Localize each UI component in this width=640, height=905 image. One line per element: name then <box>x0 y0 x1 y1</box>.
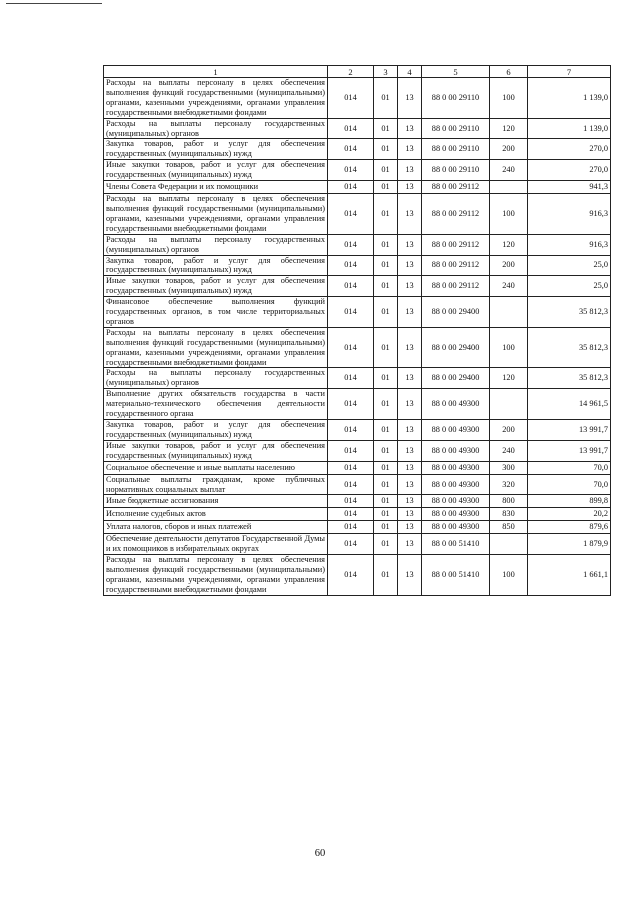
table-row <box>104 368 611 389</box>
cell-amount: 70,0 <box>528 474 611 495</box>
row-description: Расходы на выплаты персоналу государственных (муниципальных) органов <box>104 118 328 139</box>
cell-expense-type: 100 <box>490 194 528 235</box>
cell-expense-type: 120 <box>490 234 528 255</box>
cell-expense-type: 200 <box>490 139 528 160</box>
cell-ministry-code: 014 <box>328 255 374 276</box>
cell-section: 01 <box>374 255 398 276</box>
cell-ministry-code: 014 <box>328 440 374 461</box>
row-description: Иные бюджетные ассигнования <box>104 495 328 508</box>
cell-subsection: 13 <box>398 368 422 389</box>
cell-target-article: 88 0 00 29112 <box>422 276 490 297</box>
cell-section: 01 <box>374 160 398 181</box>
row-description: Закупка товаров, работ и услуг для обеспечения государственных (муниципальных) нужд <box>104 139 328 160</box>
column-header-5: 5 <box>422 66 490 78</box>
cell-amount: 270,0 <box>528 139 611 160</box>
row-description: Расходы на выплаты персоналу в целях обеспечения выполнения функций государственными (муниципальными) органами, казенными учреждениями, органами управления государственными внебюджетными фондами <box>104 78 328 119</box>
table-row <box>104 327 611 368</box>
cell-ministry-code: 014 <box>328 508 374 521</box>
table-row <box>104 461 611 474</box>
row-description: Социальное обеспечение и иные выплаты населению <box>104 461 328 474</box>
cell-target-article: 88 0 00 29112 <box>422 234 490 255</box>
cell-target-article: 88 0 00 49300 <box>422 521 490 534</box>
cell-subsection: 13 <box>398 440 422 461</box>
table-row <box>104 508 611 521</box>
cell-ministry-code: 014 <box>328 234 374 255</box>
cell-subsection: 13 <box>398 139 422 160</box>
cell-target-article: 88 0 00 29400 <box>422 297 490 328</box>
cell-expense-type <box>490 534 528 555</box>
cell-section: 01 <box>374 368 398 389</box>
cell-target-article: 88 0 00 49300 <box>422 461 490 474</box>
row-description: Иные закупки товаров, работ и услуг для обеспечения государственных (муниципальных) нужд <box>104 160 328 181</box>
cell-target-article: 88 0 00 29110 <box>422 78 490 119</box>
row-description: Закупка товаров, работ и услуг для обеспечения государственных (муниципальных) нужд <box>104 420 328 441</box>
cell-target-article: 88 0 00 49300 <box>422 508 490 521</box>
table-row <box>104 255 611 276</box>
table-row <box>104 194 611 235</box>
cell-expense-type <box>490 389 528 420</box>
cell-target-article: 88 0 00 29400 <box>422 368 490 389</box>
cell-target-article: 88 0 00 49300 <box>422 420 490 441</box>
cell-subsection: 13 <box>398 420 422 441</box>
cell-ministry-code: 014 <box>328 194 374 235</box>
cell-section: 01 <box>374 555 398 596</box>
table-row <box>104 555 611 596</box>
cell-amount: 916,3 <box>528 234 611 255</box>
page-number: 60 <box>314 848 326 859</box>
table-row <box>104 78 611 119</box>
cell-subsection: 13 <box>398 78 422 119</box>
cell-expense-type: 200 <box>490 255 528 276</box>
cell-ministry-code: 014 <box>328 461 374 474</box>
table-row <box>104 181 611 194</box>
cell-subsection: 13 <box>398 474 422 495</box>
row-description: Обеспечение деятельности депутатов Государственной Думы и их помощников в избирательных округах <box>104 534 328 555</box>
cell-amount: 25,0 <box>528 276 611 297</box>
cell-ministry-code: 014 <box>328 495 374 508</box>
cell-section: 01 <box>374 234 398 255</box>
cell-target-article: 88 0 00 51410 <box>422 555 490 596</box>
cell-expense-type: 240 <box>490 276 528 297</box>
cell-amount: 13 991,7 <box>528 420 611 441</box>
row-description: Выполнение других обязательств государства в части материально-технического обеспечения деятельности государственного органа <box>104 389 328 420</box>
cell-ministry-code: 014 <box>328 139 374 160</box>
cell-section: 01 <box>374 78 398 119</box>
corner-rule <box>6 3 102 4</box>
row-description: Социальные выплаты гражданам, кроме публичных нормативных социальных выплат <box>104 474 328 495</box>
table-row <box>104 521 611 534</box>
cell-subsection: 13 <box>398 461 422 474</box>
cell-section: 01 <box>374 389 398 420</box>
cell-expense-type: 800 <box>490 495 528 508</box>
cell-target-article: 88 0 00 49300 <box>422 440 490 461</box>
table-row <box>104 160 611 181</box>
table-row <box>104 297 611 328</box>
cell-subsection: 13 <box>398 118 422 139</box>
cell-expense-type: 320 <box>490 474 528 495</box>
row-description: Финансовое обеспечение выполнения функций государственных органов, в том числе территориальных органов <box>104 297 328 328</box>
table-row <box>104 495 611 508</box>
row-description: Расходы на выплаты персоналу государственных (муниципальных) органов <box>104 368 328 389</box>
cell-amount: 1 661,1 <box>528 555 611 596</box>
cell-expense-type: 100 <box>490 555 528 596</box>
cell-amount: 20,2 <box>528 508 611 521</box>
cell-section: 01 <box>374 534 398 555</box>
cell-amount: 916,3 <box>528 194 611 235</box>
cell-ministry-code: 014 <box>328 181 374 194</box>
cell-subsection: 13 <box>398 555 422 596</box>
cell-expense-type: 120 <box>490 368 528 389</box>
cell-section: 01 <box>374 327 398 368</box>
cell-subsection: 13 <box>398 389 422 420</box>
row-description: Расходы на выплаты персоналу государственных (муниципальных) органов <box>104 234 328 255</box>
cell-expense-type: 830 <box>490 508 528 521</box>
cell-expense-type <box>490 297 528 328</box>
cell-expense-type: 120 <box>490 118 528 139</box>
cell-target-article: 88 0 00 49300 <box>422 474 490 495</box>
cell-ministry-code: 014 <box>328 118 374 139</box>
cell-target-article: 88 0 00 29110 <box>422 160 490 181</box>
row-description: Закупка товаров, работ и услуг для обеспечения государственных (муниципальных) нужд <box>104 255 328 276</box>
row-description: Исполнение судебных актов <box>104 508 328 521</box>
column-header-4: 4 <box>398 66 422 78</box>
cell-target-article: 88 0 00 29112 <box>422 255 490 276</box>
column-header-3: 3 <box>374 66 398 78</box>
cell-subsection: 13 <box>398 234 422 255</box>
cell-subsection: 13 <box>398 521 422 534</box>
cell-amount: 13 991,7 <box>528 440 611 461</box>
cell-section: 01 <box>374 297 398 328</box>
cell-expense-type: 200 <box>490 420 528 441</box>
cell-section: 01 <box>374 139 398 160</box>
cell-section: 01 <box>374 118 398 139</box>
cell-expense-type <box>490 181 528 194</box>
table-row <box>104 276 611 297</box>
table-row <box>104 440 611 461</box>
cell-expense-type: 240 <box>490 440 528 461</box>
row-description: Уплата налогов, сборов и иных платежей <box>104 521 328 534</box>
cell-subsection: 13 <box>398 327 422 368</box>
cell-amount: 1 139,0 <box>528 78 611 119</box>
cell-section: 01 <box>374 461 398 474</box>
cell-subsection: 13 <box>398 194 422 235</box>
column-header-6: 6 <box>490 66 528 78</box>
cell-ministry-code: 014 <box>328 521 374 534</box>
table-row <box>104 118 611 139</box>
cell-ministry-code: 014 <box>328 276 374 297</box>
cell-ministry-code: 014 <box>328 534 374 555</box>
cell-ministry-code: 014 <box>328 474 374 495</box>
cell-ministry-code: 014 <box>328 555 374 596</box>
cell-expense-type: 300 <box>490 461 528 474</box>
cell-expense-type: 100 <box>490 78 528 119</box>
cell-subsection: 13 <box>398 508 422 521</box>
cell-section: 01 <box>374 474 398 495</box>
cell-expense-type: 850 <box>490 521 528 534</box>
cell-section: 01 <box>374 276 398 297</box>
cell-amount: 1 139,0 <box>528 118 611 139</box>
cell-section: 01 <box>374 521 398 534</box>
cell-expense-type: 100 <box>490 327 528 368</box>
table-body <box>104 78 611 596</box>
cell-subsection: 13 <box>398 160 422 181</box>
table-row <box>104 234 611 255</box>
cell-target-article: 88 0 00 29110 <box>422 118 490 139</box>
budget-table <box>103 65 611 596</box>
cell-amount: 35 812,3 <box>528 327 611 368</box>
cell-subsection: 13 <box>398 495 422 508</box>
cell-section: 01 <box>374 181 398 194</box>
table-row <box>104 534 611 555</box>
column-header-7: 7 <box>528 66 611 78</box>
cell-ministry-code: 014 <box>328 78 374 119</box>
row-description: Иные закупки товаров, работ и услуг для обеспечения государственных (муниципальных) нужд <box>104 276 328 297</box>
row-description: Члены Совета Федерации и их помощники <box>104 181 328 194</box>
cell-ministry-code: 014 <box>328 297 374 328</box>
column-header-1: 1 <box>104 66 328 78</box>
cell-ministry-code: 014 <box>328 420 374 441</box>
cell-target-article: 88 0 00 51410 <box>422 534 490 555</box>
cell-amount: 941,3 <box>528 181 611 194</box>
cell-target-article: 88 0 00 49300 <box>422 389 490 420</box>
cell-subsection: 13 <box>398 534 422 555</box>
cell-amount: 879,6 <box>528 521 611 534</box>
row-description: Иные закупки товаров, работ и услуг для обеспечения государственных (муниципальных) нужд <box>104 440 328 461</box>
cell-section: 01 <box>374 495 398 508</box>
cell-subsection: 13 <box>398 297 422 328</box>
row-description: Расходы на выплаты персоналу в целях обеспечения выполнения функций государственными (муниципальными) органами, казенными учреждениями, органами управления государственными внебюджетными фондами <box>104 194 328 235</box>
cell-ministry-code: 014 <box>328 368 374 389</box>
cell-amount: 35 812,3 <box>528 368 611 389</box>
header-row <box>104 66 611 78</box>
table-row <box>104 474 611 495</box>
cell-target-article: 88 0 00 29400 <box>422 327 490 368</box>
cell-amount: 899,8 <box>528 495 611 508</box>
cell-ministry-code: 014 <box>328 389 374 420</box>
cell-section: 01 <box>374 508 398 521</box>
cell-target-article: 88 0 00 29112 <box>422 181 490 194</box>
cell-subsection: 13 <box>398 181 422 194</box>
table-row <box>104 139 611 160</box>
table-row <box>104 420 611 441</box>
cell-ministry-code: 014 <box>328 327 374 368</box>
cell-target-article: 88 0 00 29110 <box>422 139 490 160</box>
cell-target-article: 88 0 00 29112 <box>422 194 490 235</box>
row-description: Расходы на выплаты персоналу в целях обеспечения выполнения функций государственными (муниципальными) органами, казенными учреждениями, органами управления государственными внебюджетными фондами <box>104 327 328 368</box>
cell-ministry-code: 014 <box>328 160 374 181</box>
cell-amount: 14 961,5 <box>528 389 611 420</box>
cell-subsection: 13 <box>398 255 422 276</box>
column-header-2: 2 <box>328 66 374 78</box>
cell-amount: 25,0 <box>528 255 611 276</box>
cell-section: 01 <box>374 194 398 235</box>
cell-target-article: 88 0 00 49300 <box>422 495 490 508</box>
cell-amount: 35 812,3 <box>528 297 611 328</box>
cell-section: 01 <box>374 440 398 461</box>
cell-amount: 270,0 <box>528 160 611 181</box>
row-description: Расходы на выплаты персоналу в целях обеспечения выполнения функций государственными (муниципальными) органами, казенными учреждениями, органами управления государственными внебюджетными фондами <box>104 555 328 596</box>
cell-section: 01 <box>374 420 398 441</box>
table-row <box>104 389 611 420</box>
cell-amount: 1 879,9 <box>528 534 611 555</box>
cell-subsection: 13 <box>398 276 422 297</box>
cell-amount: 70,0 <box>528 461 611 474</box>
cell-expense-type: 240 <box>490 160 528 181</box>
